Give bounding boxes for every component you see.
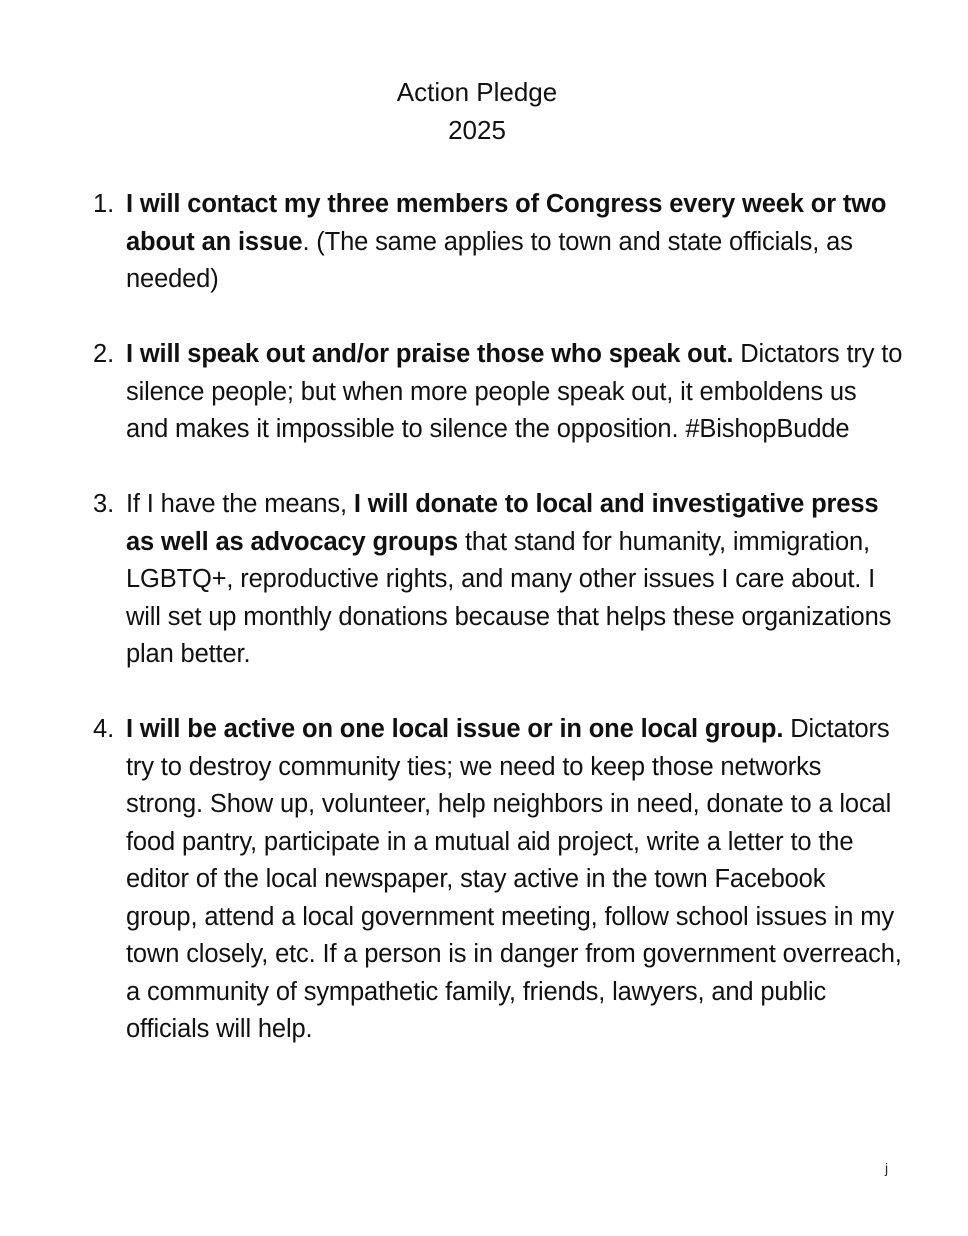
item-lead: If I have the means,: [126, 490, 354, 518]
document-title-block: [0, 74, 954, 149]
item-text: [126, 336, 903, 449]
item-rest: . (The same applies to town and state officials, as needed): [126, 227, 853, 293]
document-title: Action Pledge: [396, 77, 558, 107]
item-number: 4.: [93, 715, 115, 743]
item-number: 1.: [93, 190, 115, 218]
item-text: [126, 486, 903, 674]
pledge-item-2: [93, 336, 903, 449]
pledge-list: [93, 186, 903, 1086]
pledge-item-4: [93, 711, 903, 1049]
page-footer-mark: j: [885, 1160, 889, 1176]
item-number: 3.: [93, 490, 115, 518]
item-bold-pledge: I will contact my three members of Congress every week or two about an issue: [126, 190, 887, 256]
pledge-item-1: [93, 186, 903, 299]
item-text: [126, 186, 903, 299]
item-bold-pledge: I will speak out and/or praise those who speak out.: [126, 340, 734, 368]
item-bold-pledge: I will donate to local and investigative press as well as advocacy groups: [126, 490, 879, 556]
item-rest: Dictators try to destroy community ties; we need to keep those networks strong. Show up, volunteer, help neighbors in need, donate to a local food pantry, participate in a mutual aid project, write a letter to the editor of the local newspaper, stay active in the town Facebook group, attend a local government meeting, follow school issues in my town closely, etc. If a person is in danger from government overreach, a community of sympathetic family, friends, lawyers, and public officials will help.: [126, 715, 902, 1043]
item-rest: Dictators try to silence people; but when more people speak out, it emboldens us and makes it impossible to silence the opposition. #BishopBudde: [126, 340, 903, 443]
item-text: [126, 711, 903, 1049]
item-rest: that stand for humanity, immigration, LGBTQ+, reproductive rights, and many other issues I care about. I will set up monthly donations because that helps these organizations plan better.: [126, 527, 892, 668]
item-number: 2.: [93, 340, 115, 368]
item-bold-pledge: I will be active on one local issue or in one local group.: [126, 715, 784, 743]
pledge-item-3: [93, 486, 903, 674]
document-year: 2025: [448, 114, 506, 145]
